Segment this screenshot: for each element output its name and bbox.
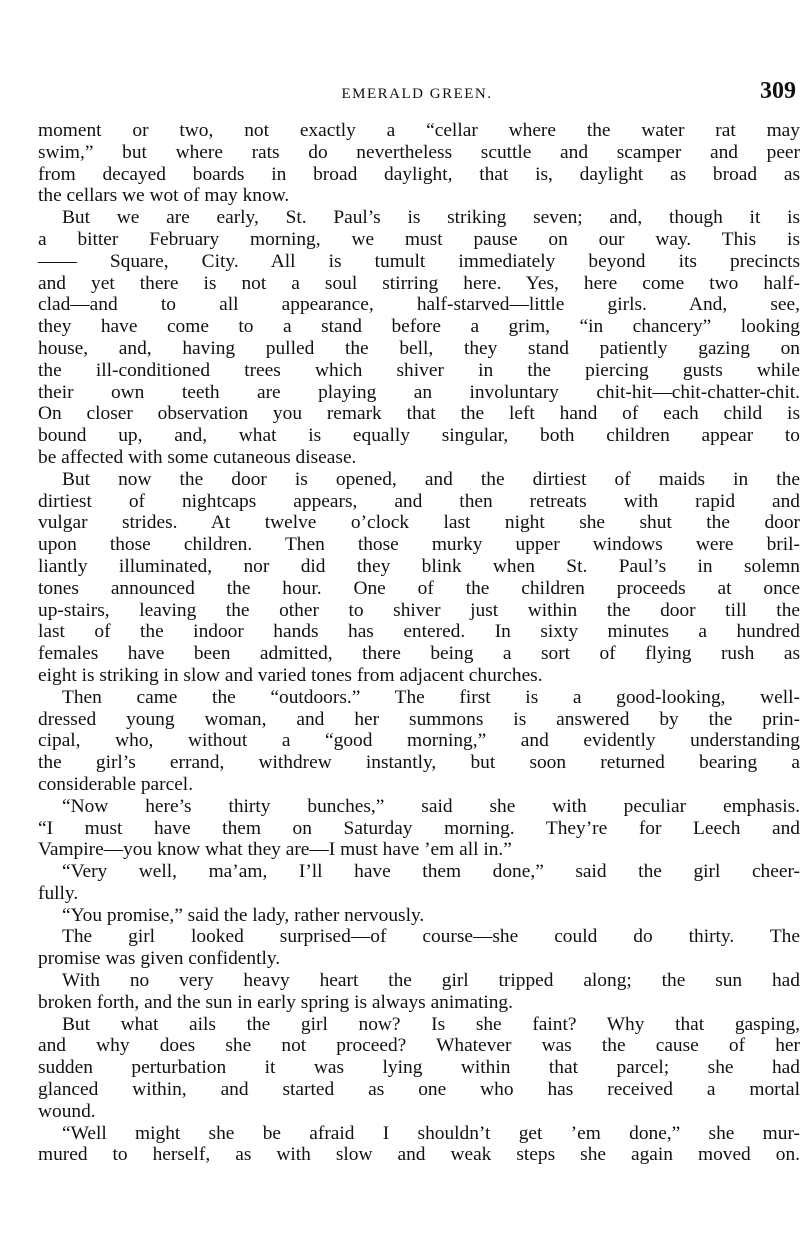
text-line: But we are early, St. Paul’s is striking seven; and, though it is [62, 207, 800, 229]
text-line: clad—and to all appearance, half-starved—little girls. And, see, [38, 294, 800, 316]
text-line: and why does she not proceed? Whatever was the cause of her [38, 1035, 800, 1057]
paragraph [38, 861, 800, 905]
paragraph [38, 687, 800, 796]
text-line: fully. [38, 882, 79, 904]
body-text [38, 120, 800, 1166]
text-line: “You promise,” said the lady, rather nervously. [62, 904, 425, 926]
text-line: their own teeth are playing an involuntary chit-hit—chit-chatter-chit. [38, 381, 800, 403]
page-number: 309 [760, 78, 796, 104]
text-line: and yet there is not a soul stirring here. Yes, here come two half- [38, 272, 800, 294]
text-line: eight is striking in slow and varied tones from adjacent churches. [38, 664, 543, 686]
text-line: broken forth, and the sun in early spring is always animating. [38, 991, 513, 1013]
paragraph [38, 796, 800, 861]
text-line: liantly illuminated, nor did they blink when St. Paul’s in solemn [38, 555, 800, 577]
text-line: sudden perturbation it was lying within that parcel; she had [38, 1057, 800, 1079]
text-line: cipal, who, without a “good morning,” and evidently understanding [38, 730, 800, 752]
text-line: up-stairs, leaving the other to shiver just within the door till the [38, 599, 800, 621]
text-line: moment or two, not exactly a “cellar where the water rat may [38, 120, 800, 141]
paragraph [38, 120, 800, 207]
text-line: the girl’s errand, withdrew instantly, but soon returned bearing a [38, 752, 800, 774]
text-line: upon those children. Then those murky upper windows were bril- [38, 534, 800, 556]
paragraph [38, 469, 800, 687]
text-line: vulgar strides. At twelve o’clock last night she shut the door [38, 512, 800, 534]
text-line: —— Square, City. All is tumult immediately beyond its precincts [38, 250, 800, 272]
text-line: But now the door is opened, and the dirtiest of maids in the [62, 468, 800, 490]
text-line: dirtiest of nightcaps appears, and then retreats with rapid and [38, 490, 800, 512]
text-line: considerable parcel. [38, 773, 194, 795]
text-line: glanced within, and started as one who has received a mortal [38, 1079, 800, 1101]
text-line: The girl looked surprised—of course—she could do thirty. The [62, 926, 800, 948]
text-line: a bitter February morning, we must pause on our way. This is [38, 228, 800, 250]
text-line: But what ails the girl now? Is she faint? Why that gasping, [62, 1013, 800, 1035]
text-line: dressed young woman, and her summons is answered by the prin- [38, 708, 800, 730]
running-head [38, 78, 796, 110]
text-line: With no very heavy heart the girl tripped along; the sun had [62, 970, 800, 992]
text-line: mured to herself, as with slow and weak steps she again moved on. [38, 1144, 800, 1166]
text-line: “Now here’s thirty bunches,” said she with peculiar emphasis. [62, 795, 800, 817]
text-line: bound up, and, what is equally singular, both children appear to [38, 425, 800, 447]
text-line: last of the indoor hands has entered. In sixty minutes a hundred [38, 621, 800, 643]
text-line: Then came the “outdoors.” The first is a good-looking, well- [62, 686, 800, 708]
text-line: be affected with some cutaneous disease. [38, 446, 357, 468]
text-line: females have been admitted, there being a sort of flying rush as [38, 643, 800, 665]
paragraph [38, 207, 800, 469]
text-line: house, and, having pulled the bell, they stand patiently gazing on [38, 337, 800, 359]
text-line: On closer observation you remark that the left hand of each child is [38, 403, 800, 425]
paragraph [38, 905, 800, 927]
text-line: Vampire—you know what they are—I must have ’em all in.” [38, 839, 512, 861]
text-line: wound. [38, 1100, 96, 1122]
paragraph [38, 1123, 800, 1167]
text-line: they have come to a stand before a grim, “in chancery” looking [38, 316, 800, 338]
text-line: swim,” but where rats do nevertheless scuttle and scamper and peer [38, 141, 800, 163]
text-line: promise was given confidently. [38, 948, 281, 970]
text-line: tones announced the hour. One of the children proceeds at once [38, 577, 800, 599]
text-line: from decayed boards in broad daylight, that is, daylight as broad as [38, 163, 800, 185]
text-line: “I must have them on Saturday morning. They’re for Leech and [38, 817, 800, 839]
text-line: “Very well, ma’am, I’ll have them done,” said the girl cheer- [62, 861, 800, 883]
text-line: the cellars we wot of may know. [38, 185, 290, 207]
paragraph [38, 926, 800, 970]
text-line: the ill-conditioned trees which shiver in the piercing gusts while [38, 359, 800, 381]
running-title: EMERALD GREEN. [341, 86, 493, 102]
text-line: “Well might she be afraid I shouldn’t get ’em done,” she mur- [62, 1122, 800, 1144]
paragraph [38, 970, 800, 1014]
paragraph [38, 1014, 800, 1123]
